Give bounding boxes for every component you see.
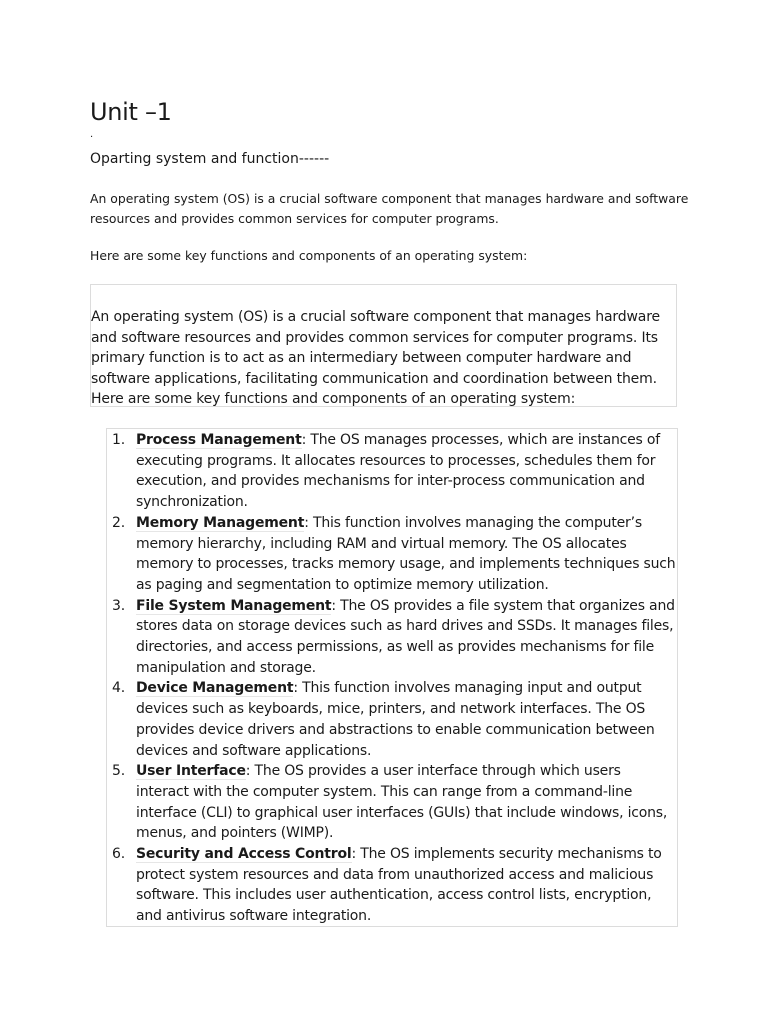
list-item-term: Device Management: [136, 680, 294, 697]
page-title: Unit –1: [90, 98, 172, 126]
list-item: [107, 513, 676, 596]
list-item-text: : The OS manages processes, which are instances of executing programs. It allocates resources to processes, schedules them for execution, and provides mechanisms for inter-process communication and synchronization.: [136, 432, 660, 511]
list-item: [107, 430, 676, 513]
stray-dot: .: [90, 129, 94, 140]
list-item-number: 4.: [112, 680, 125, 697]
functions-box: [106, 428, 678, 927]
list-item-number: 5.: [112, 763, 125, 780]
list-item-number: 6.: [112, 846, 125, 863]
list-item-term: Memory Management: [136, 514, 305, 531]
intro-paragraph: An operating system (OS) is a crucial software component that manages hardware and software resources and provides common services for computer programs.: [90, 191, 689, 226]
list-item: [107, 678, 676, 761]
list-item-number: 3.: [112, 597, 125, 614]
functions-list: [107, 430, 679, 927]
list-item-text: : This function involves managing input and output devices such as keyboards, mice, printers, and network interfaces. The OS provides device drivers and abstractions to enable communication between devices and software applications.: [136, 680, 655, 759]
list-item-text: : The OS provides a file system that organizes and stores data on storage devices such as hard drives and SSDs. It manages files, directories, and access permissions, as well as provides mechanisms for file manipulation and storage.: [136, 597, 675, 676]
list-item: [107, 761, 676, 844]
list-item-term: File System Management: [136, 597, 332, 614]
section-subtitle: Oparting system and function------: [90, 151, 330, 167]
list-item-text: : The OS implements security mechanisms to protect system resources and data from unauthorized access and malicious software. This includes user authentication, access control lists, encryption, and antivirus software integration.: [136, 846, 662, 925]
list-item: [107, 596, 676, 679]
list-item: [107, 844, 676, 927]
list-item-number: 1.: [112, 432, 125, 448]
list-item-term: Security and Access Control: [136, 846, 352, 863]
list-item-term: Process Management: [136, 432, 302, 448]
lead-paragraph: Here are some key functions and components of an operating system:: [90, 248, 528, 263]
list-item-term: User Interface: [136, 763, 246, 780]
list-item-text: : This function involves managing the computer’s memory hierarchy, including RAM and virtual memory. The OS allocates memory to processes, tracks memory usage, and implements techniques such as paging and segmentation to optimize memory utilization.: [136, 514, 676, 593]
overview-paragraph: An operating system (OS) is a crucial software component that manages hardware and software resources and provides common services for computer programs. Its primary function is to act as an intermediary between computer hardware and software applications, facilitating communication and coordination between them. Here are some key functions and components of an operating system:: [91, 309, 660, 408]
list-item-number: 2.: [112, 514, 125, 531]
overview-box: [90, 284, 677, 407]
list-item-text: : The OS provides a user interface through which users interact with the computer system. This can range from a command-line interface (CLI) to graphical user interfaces (GUIs) that include windows, icons, menus, and pointers (WIMP).: [136, 763, 668, 842]
